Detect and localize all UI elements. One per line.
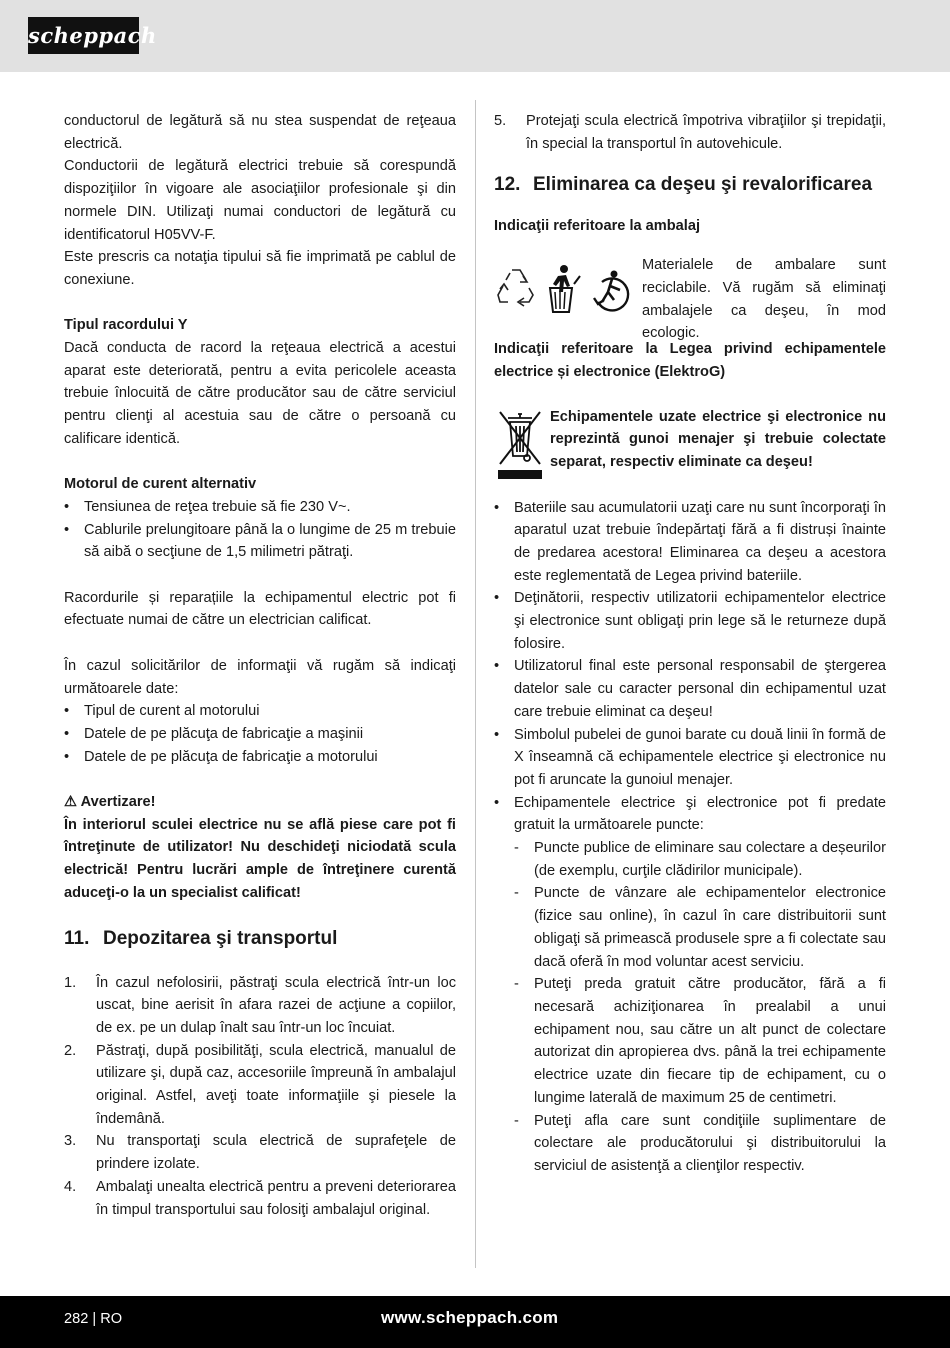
- list-item: • Utilizatorul final este personal responsabil de ştergerea datelor sale cu caracter personal din echipamentul uzat care trebuie eliminat ca deşeu!: [494, 658, 886, 720]
- motor-heading: Motorul de curent alternativ: [64, 476, 257, 493]
- list-item: • Tipul de curent al motorului: [64, 703, 260, 720]
- list-item: - Puteţi afla care sunt condiţiile suplimentare de colectare ale producătorului şi distribuitorului la serviciul de asistenţă a clienţilor respectiv.: [514, 1112, 886, 1174]
- recycle-icon: [498, 270, 533, 306]
- cord-heading: Tipul racordului Y: [64, 317, 188, 334]
- list-item: 2. Păstraţi, după posibilităţi, scula electrică, manualul de utilizare şi, după caz, accesoriile împreună în ambalajul original. Astfel, aveţi toate informaţiile şi piesele la îndemână.: [64, 1042, 456, 1127]
- packaging-icons: [494, 262, 642, 316]
- storage-list-continued: [494, 110, 886, 155]
- motor-list: [64, 496, 456, 564]
- page-number: 282 | RO: [64, 1311, 123, 1327]
- info-list: [64, 700, 456, 768]
- section-11-title: 11. Depozitarea şi transportul: [64, 927, 338, 949]
- packaging-heading: Indicaţii referitoare la ambalaj: [494, 218, 701, 235]
- list-item: - Puteţi preda gratuit către producător, fără a fi necesară achiziţionarea în prealabil a unui echipament nou, sau către un alt punct de colectare autorizat din apropierea dvs. până la trei echipamente electrice uzate din fiecare tip de echipament, cu o lungime laterală de maximum 25 de centimetri.: [514, 976, 886, 1106]
- weee-box-text: Echipamentele uzate electrice şi electronice nu reprezintă gunoi menajer şi trebuie colectate separat, respectiv eliminate ca deşeu!: [550, 408, 886, 470]
- collection-points-list: [514, 837, 886, 1178]
- list-item: - Puncte de vânzare ale echipamentelor electronice (fizice sau online), în cazul în care distribuitorii sunt obligaţi să primească produsele spre a fi colectate sau dacă oferă în mod voluntar acest serviciu.: [514, 885, 886, 970]
- cord-text: Dacă conducta de racord la reţeaua electrică a acestui aparat este deteriorată, pentru a evita pericolele aceasta trebuie înlocuită de către producător sau de către serviciul pentru clienţi al acestuia sau de către o persoană cu calificare identică.: [64, 340, 456, 447]
- tidyman-icon: [550, 265, 580, 312]
- list-item: • Bateriile sau acumulatorii uzaţi care nu sunt încorporaţi în aparatul uzat trebuie îndepărtaţi fără a fi distruși înainte de predarea acestora! Eliminarea ca deşeu a acestora este reglementată de Legea privind bateriile.: [494, 499, 886, 584]
- list-item: • Cablurile prelungitoare până la o lungime de 25 m trebuie să aibă o secţiune de 1,5 milimetri pătraţi.: [64, 521, 456, 561]
- repair-text: Racordurile și reparațiile la echipamentul electric pot fi efectuate numai de către un electrician calificat.: [64, 589, 456, 629]
- weee-list: [494, 497, 886, 1178]
- recycling-person-icon: [594, 271, 628, 311]
- info-text: În cazul solicitărilor de informaţii vă rugăm să indicaţi următoarele date:: [64, 657, 456, 697]
- list-item: - Puncte publice de eliminare sau colectare a deșeurilor (de exemplu, curţile clădirilor municipale).: [514, 840, 886, 879]
- weee-block: [494, 406, 886, 497]
- section-12-title: 12. Eliminarea ca deşeu şi revalorificarea: [494, 174, 873, 196]
- page-header: [0, 0, 950, 72]
- crossed-bin-icon: [494, 406, 546, 482]
- list-item: 1. În cazul nefolosirii, păstraţi scula electrică într-un loc uscat, bine aerisit în afara razei de acţiune a copiilor, de ex. pe un dulap înalt sau într-un loc încuiat.: [64, 974, 456, 1036]
- scheppach-logo: scheppach: [28, 17, 139, 54]
- list-item: • Deţinătorii, respectiv utilizatorii echipamentelor electrice şi electronice sunt obligaţi prin lege să le returneze după folosire.: [494, 590, 886, 652]
- list-item: 3. Nu transportaţi scula electrică de suprafeţele de prindere izolate.: [64, 1133, 456, 1173]
- page-footer: [0, 1296, 950, 1348]
- column-divider: [475, 100, 476, 1268]
- warning-icon: ⚠: [64, 794, 78, 811]
- left-column: [64, 110, 456, 1221]
- list-item: • Tensiunea de reţea trebuie să fie 230 V~.: [64, 498, 351, 515]
- website-link[interactable]: www.scheppach.com: [381, 1308, 559, 1327]
- warning-heading: ⚠ Avertizare!: [64, 794, 156, 811]
- paragraph: Conductorii de legătură electrici trebuie să corespundă dispoziţiilor în vigoare ale asociaţiilor profesionale şi din normele DIN. Utilizaţi numai conductori de legătură cu identificatorul H05VV-F.: [64, 158, 456, 243]
- list-item: • Datele de pe plăcuţa de fabricaţie a maşinii: [64, 725, 364, 742]
- weee-heading: Indicaţii referitoare la Legea privind echipamentele electrice și electronice (ElektroG): [494, 341, 886, 380]
- list-item: • Datele de pe plăcuţa de fabricaţie a motorului: [64, 748, 378, 765]
- right-column: [494, 110, 886, 1178]
- warning-text: În interiorul sculei electrice nu se află piese care pot fi întreţinute de utilizator! Nu deschideţi niciodată scula electrică! Pentru lucrări ample de întreţinere curentă aduceţi-o la un specialist calificat!: [64, 816, 456, 901]
- storage-list: [64, 972, 456, 1222]
- packaging-text: Materialele de ambalare sunt reciclabile. Vă rugăm să eliminaţi ambalajele ca deşeu, în mod ecologic.: [642, 257, 886, 342]
- list-item: • Echipamentele electrice şi electronice pot fi predate gratuit la următoarele puncte: - Puncte publice de eliminare sau colectare a deșeurilor (de exemplu, curţile clădirilor municipale). - Puncte de vânzare ale echipamentelor electronice (fizice sau online), în cazul în care distribuitorii sunt obligaţi să primească produsele spre a fi colectate sau dacă oferă în mod voluntar acest serviciu. - Puteţi preda gratuit către producător, fără a fi necesară achiziţionarea în prealabil a unui echipament nou, sau către un alt punct de colectare autorizat din apropierea dvs. până la trei echipamente electrice uzate din fiecare tip de echipament, cu o lungime laterală de maximum 25 de centimetri. - Puteţi afla care sunt condiţiile suplimentare de colectare ale producătorului şi distribuitorului la serviciul de asistenţă a clienţilor respectiv.: [494, 792, 886, 1178]
- list-item: 5. Protejaţi scula electrică împotriva vibraţiilor şi trepidaţii, în special la transportul în autovehicule.: [494, 113, 886, 152]
- paragraph: conductorul de legătură să nu stea suspendat de reţeaua electrică.: [64, 113, 456, 152]
- paragraph: Este prescris ca notaţia tipului să fie imprimată pe cablul de conexiune.: [64, 249, 456, 288]
- packaging-block: [494, 254, 886, 342]
- list-item: • Simbolul pubelei de gunoi barate cu două linii în formă de X înseamnă că echipamentele electrice şi electronice nu pot fi aruncate la gunoiul menajer.: [494, 726, 886, 788]
- list-item: 4. Ambalaţi unealta electrică pentru a preveni deteriorarea în timpul transportului sau folosiţi ambalajul original.: [64, 1178, 456, 1218]
